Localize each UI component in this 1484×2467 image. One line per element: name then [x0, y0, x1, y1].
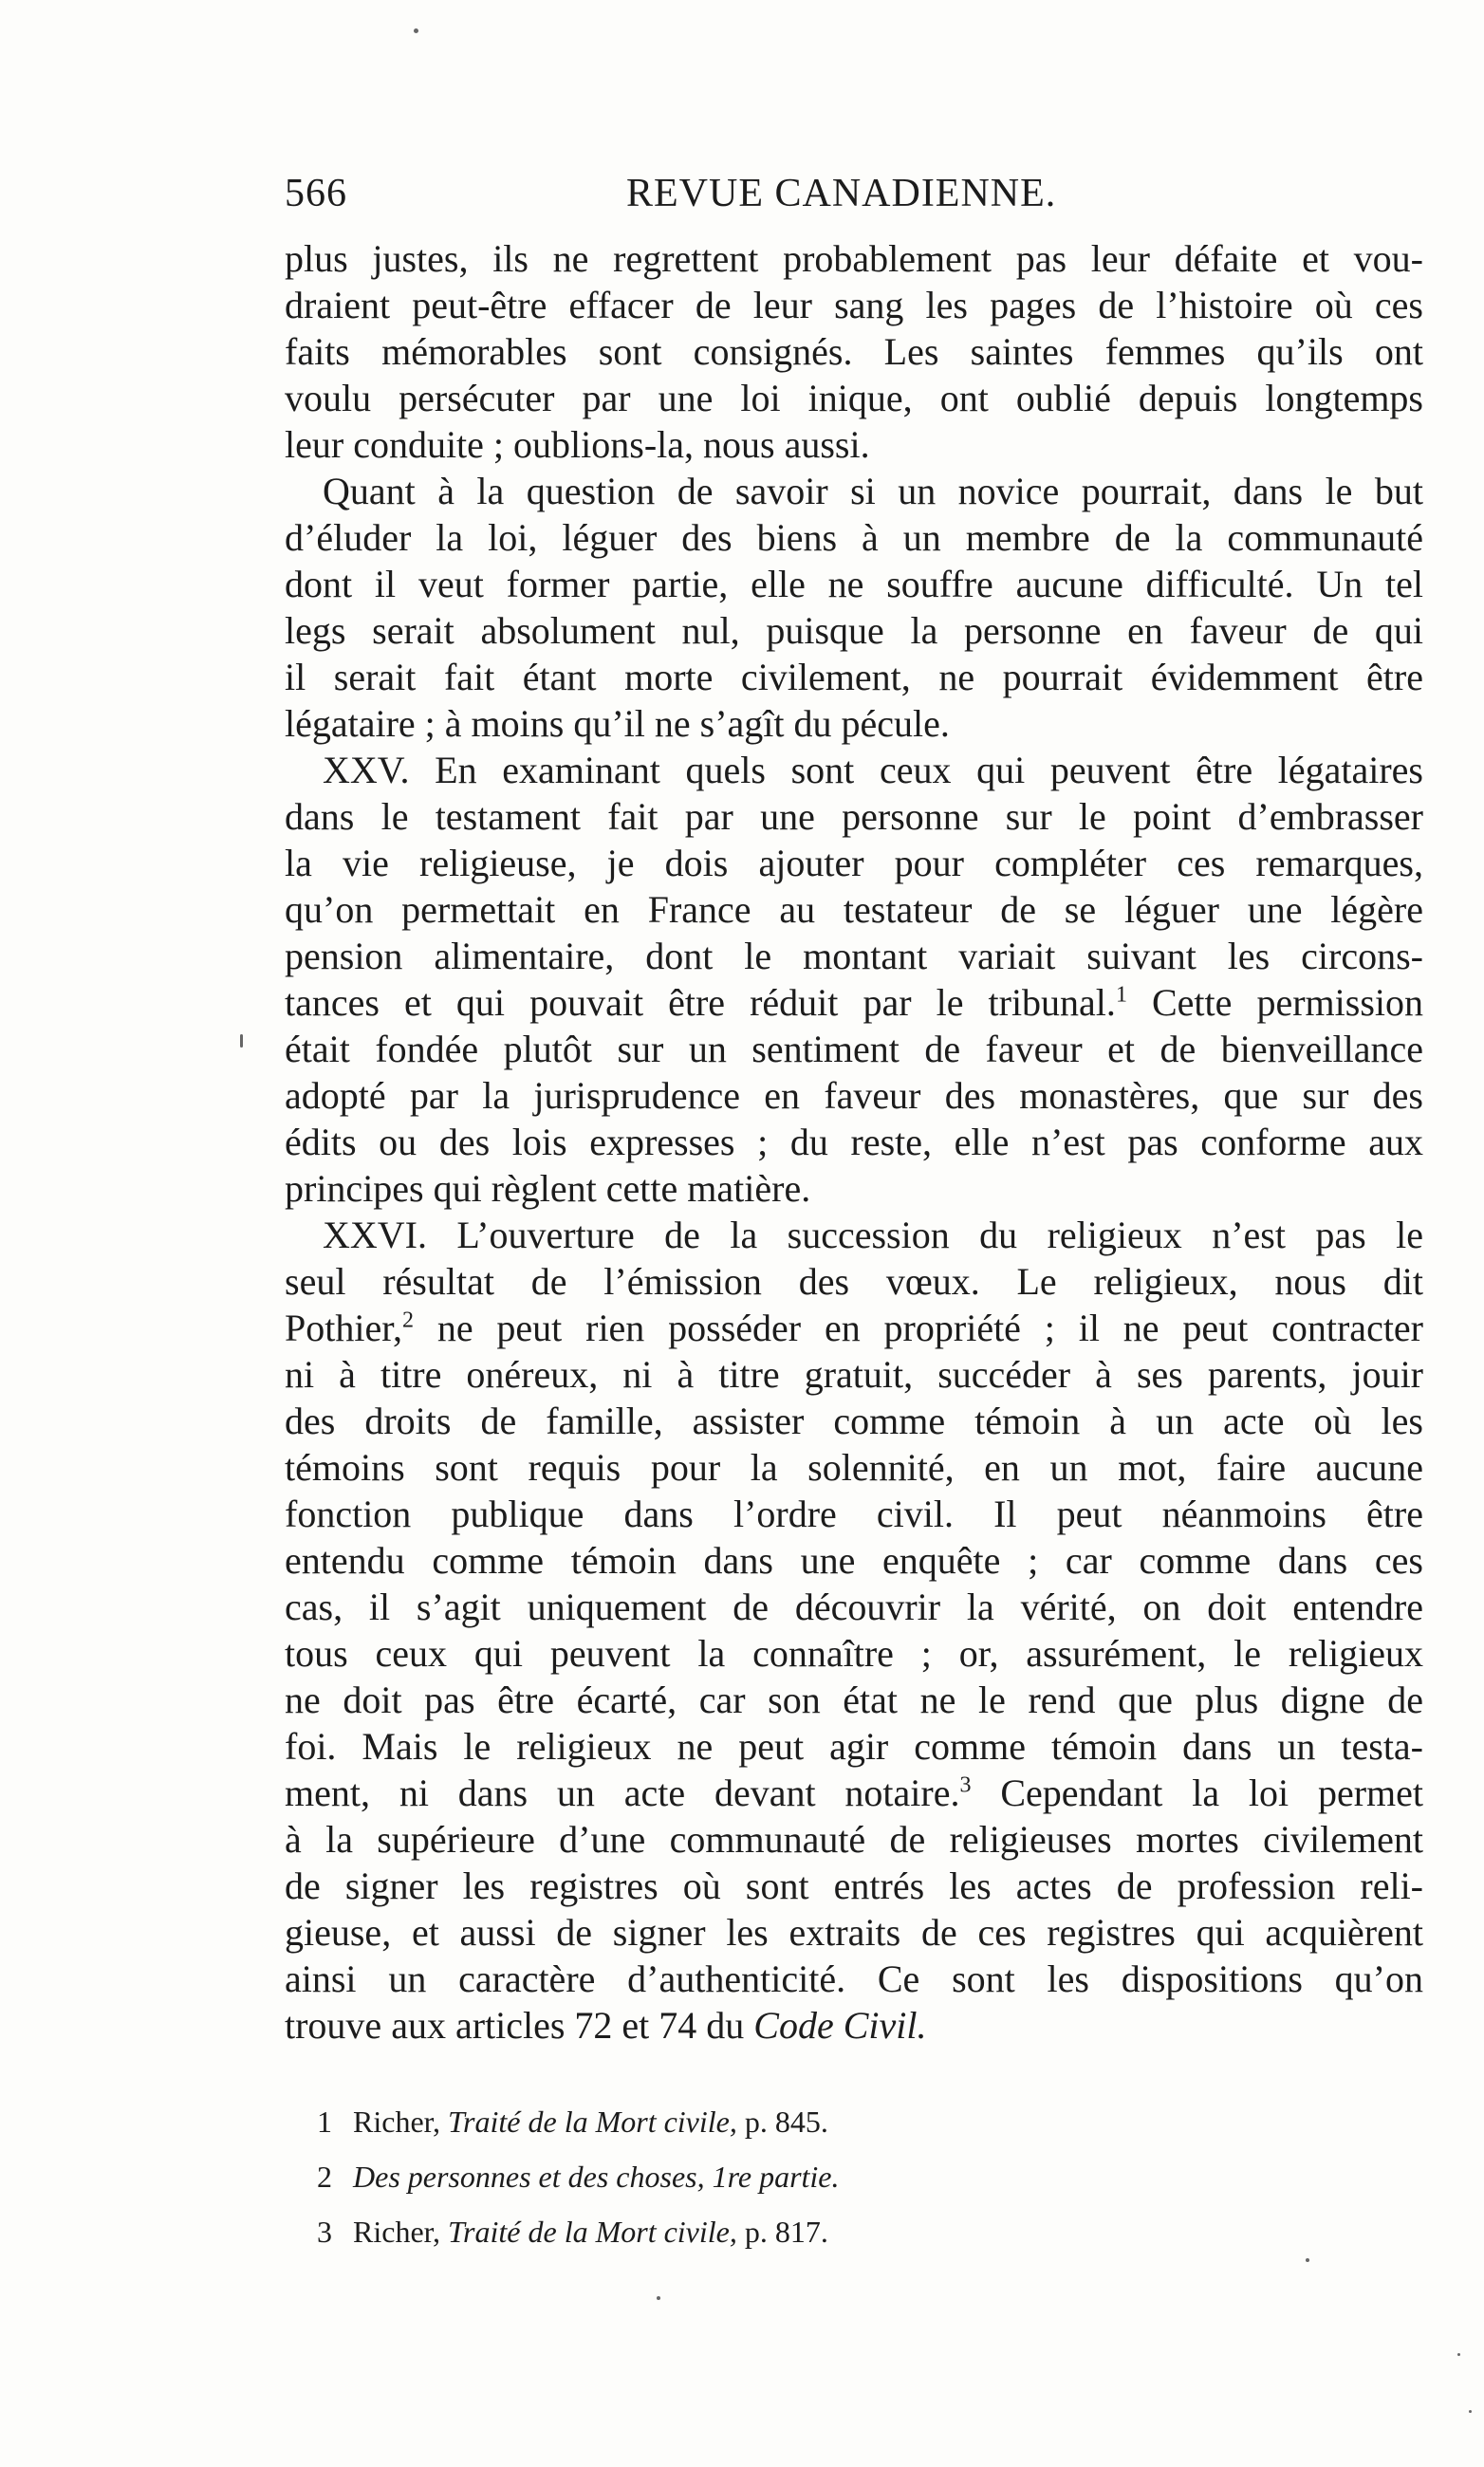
- text-line: plus justes, ils ne regrettent probablement pas leur défaite et vou-: [285, 237, 1423, 280]
- footnotes: [285, 2094, 1423, 2259]
- paper-speck: [414, 28, 418, 33]
- text-line: témoins sont requis pour la solennité, en un mot, faire aucune: [285, 1446, 1423, 1489]
- footnote: [285, 2094, 1423, 2149]
- footnote-ref: 2: [401, 1308, 414, 1333]
- text-line: à la supérieure d’une communauté de religieuses mortes civilement: [285, 1818, 1423, 1861]
- text-line: cas, il s’agit uniquement de découvrir la vérité, on doit entendre: [285, 1586, 1423, 1628]
- footnote-title: Des personnes et des choses, 1re partie.: [353, 2160, 840, 2194]
- footnote-number: 1: [317, 2105, 332, 2139]
- text-segment: trouve aux articles 72 et 74 du: [285, 2004, 745, 2047]
- text-line: dont il veut former partie, elle ne souffre aucune difficulté. Un tel: [285, 563, 1423, 605]
- text-line: [285, 979, 1423, 1026]
- text-line: d’éluder la loi, léguer des biens à un membre de la communauté: [285, 516, 1423, 559]
- text-line: [285, 1305, 1423, 1351]
- footnote-title: Traité de la Mort civile,: [448, 2215, 737, 2249]
- text-line: était fondée plutôt sur un sentiment de faveur et de bienveillance: [285, 1028, 1423, 1070]
- text-line: ainsi un caractère d’authenticité. Ce sont les dispositions qu’on: [285, 1957, 1423, 2000]
- paper-speck: [240, 1034, 243, 1048]
- text-line: XXV. En examinant quels sont ceux qui peuvent être légataires: [323, 749, 1423, 791]
- text-line: foi. Mais le religieux ne peut agir comme témoin dans un testa-: [285, 1725, 1423, 1768]
- body-text: [285, 235, 1423, 2049]
- text-line: ni à titre onéreux, ni à titre gratuit, succéder à ses parents, jouir: [285, 1353, 1423, 1396]
- footnote-number: 2: [317, 2160, 332, 2194]
- text-line: seul résultat de l’émission des vœux. Le religieux, nous dit: [285, 1260, 1423, 1303]
- text-line: la vie religieuse, je dois ajouter pour compléter ces remarques,: [285, 842, 1423, 884]
- journal-title: REVUE CANADIENNE.: [626, 172, 1057, 215]
- text-line: legs serait absolument nul, puisque la personne en faveur de qui: [285, 609, 1423, 652]
- code-civil-title: Code Civil.: [753, 2004, 927, 2047]
- footnote-author: Richer,: [353, 2215, 441, 2249]
- text-line: légataire ; à moins qu’il ne s’agît du pécule.: [285, 702, 950, 745]
- text-line: leur conduite ; oublions-la, nous aussi.: [285, 423, 870, 466]
- footnote-ref: 3: [959, 1772, 972, 1798]
- text-line: faits mémorables sont consignés. Les saintes femmes qu’ils ont: [285, 330, 1423, 373]
- text-line: XXVI. L’ouverture de la succession du religieux n’est pas le: [323, 1214, 1423, 1256]
- text-line: [285, 1770, 1423, 1816]
- paper-speck: [1469, 2410, 1472, 2413]
- text-line: dans le testament fait par une personne sur le point d’embrasser: [285, 795, 1423, 838]
- text-line: tous ceux qui peuvent la connaître ; or, assurément, le religieux: [285, 1632, 1423, 1675]
- text-line: gieuse, et aussi de signer les extraits de ces registres qui acquièrent: [285, 1911, 1423, 1954]
- text-line: édits ou des lois expresses ; du reste, elle n’est pas conforme aux: [285, 1121, 1423, 1163]
- text-segment: Cependant la loi permet: [1000, 1771, 1424, 1814]
- text-line: entendu comme témoin dans une enquête ; car comme dans ces: [285, 1539, 1423, 1582]
- text-segment: ne peut rien posséder en propriété ; il ne peut contracter: [436, 1307, 1424, 1349]
- text-line: ne doit pas être écarté, car son état ne le rend que plus digne de: [285, 1679, 1423, 1721]
- text-line: pension alimentaire, dont le montant variait suivant les circons-: [285, 935, 1423, 977]
- text-line: adopté par la jurisprudence en faveur des monastères, que sur des: [285, 1074, 1423, 1117]
- footnote-ref: 1: [1115, 982, 1127, 1008]
- text-line: fonction publique dans l’ordre civil. Il peut néanmoins être: [285, 1493, 1423, 1535]
- text-line: qu’on permettait en France au testateur de se léguer une légère: [285, 888, 1423, 931]
- text-line: draient peut-être effacer de leur sang les pages de l’histoire où ces: [285, 284, 1423, 326]
- text-line: de signer les registres où sont entrés les actes de profession reli-: [285, 1864, 1423, 1907]
- running-head: [285, 171, 1423, 228]
- footnote: [285, 2149, 1423, 2204]
- paper-speck: [1306, 2258, 1309, 2262]
- footnote-title: Traité de la Mort civile,: [448, 2105, 737, 2139]
- text-line: il serait fait étant morte civilement, ne pourrait évidemment être: [285, 656, 1423, 698]
- footnote-number: 3: [317, 2215, 332, 2249]
- text-line: principes qui règlent cette matière.: [285, 1167, 811, 1210]
- paper-speck: [657, 2296, 660, 2300]
- footnote: [285, 2204, 1423, 2259]
- text-line: Quant à la question de savoir si un novice pourrait, dans le but: [323, 470, 1423, 512]
- footnote-page: p. 817.: [744, 2215, 828, 2249]
- document-page: [285, 171, 1423, 2259]
- text-line: voulu persécuter par une loi inique, ont oublié depuis longtemps: [285, 377, 1423, 419]
- text-segment: Pothier,: [285, 1307, 402, 1349]
- text-segment: Cette permission: [1152, 981, 1424, 1024]
- text-line: des droits de famille, assister comme témoin à un acte où les: [285, 1400, 1423, 1442]
- text-segment: ment, ni dans un acte devant notaire.: [285, 1771, 960, 1814]
- footnote-page: p. 845.: [744, 2105, 828, 2139]
- footnote-author: Richer,: [353, 2105, 441, 2139]
- paper-speck: [1457, 2353, 1460, 2356]
- text-line: [285, 2002, 1423, 2049]
- text-segment: tances et qui pouvait être réduit par le tribunal.: [285, 981, 1116, 1024]
- page-number: 566: [285, 172, 347, 215]
